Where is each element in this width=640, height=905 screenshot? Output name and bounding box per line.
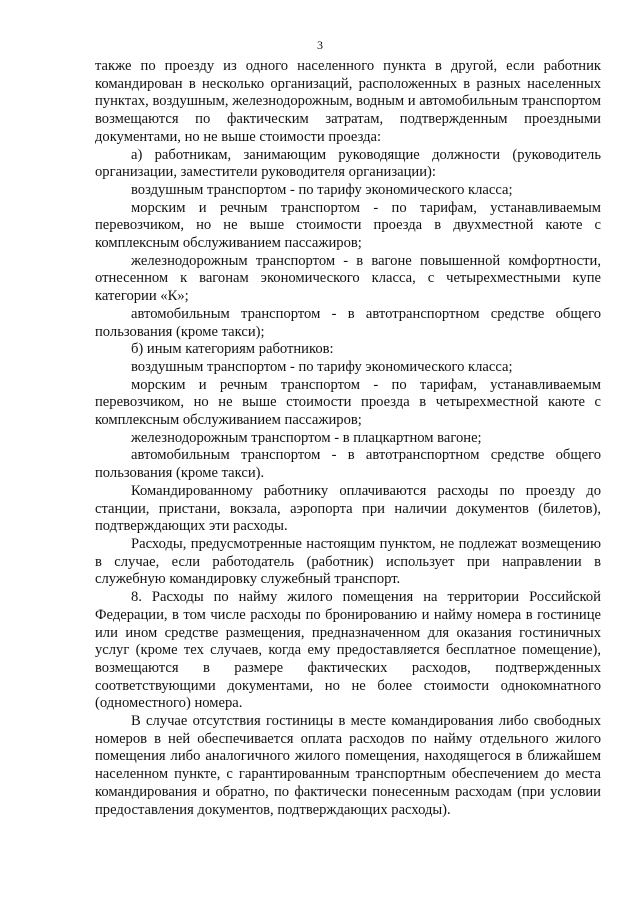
paragraph: 8. Расходы по найму жилого помещения на территории Российской Федерации, в том числе расходы по бронированию и найму номера в гостинице или ином средстве размещения, предназначенном для оказания гостиничных услуг (кроме тех случаев, когда ему предоставляется бесплатное помещение), возмещаются в размере фактических расходов, подтвержденных соответствующими документами, но не более стоимости однокомнатного (одноместного) номера. — [95, 589, 601, 712]
paragraph: автомобильным транспортом - в автотранспортном средстве общего пользования (кроме такси). — [95, 447, 601, 482]
document-body — [95, 58, 601, 819]
page-number: 3 — [317, 38, 323, 52]
paragraph: морским и речным транспортом - по тарифам, устанавливаемым перевозчиком, но не выше стоимости проезда в двухместной каюте с комплексным обслуживанием пассажиров; — [95, 199, 601, 252]
paragraph: также по проезду из одного населенного пункта в другой, если работник командирован в несколько организаций, расположенных в разных населенных пунктах, воздушным, железнодорожным, водным и автомобильным транспортом возмещаются по фактическим затратам, подтвержденным проездными документами, но не выше стоимости проезда: — [95, 58, 601, 145]
paragraph: железнодорожным транспортом - в плацкартном вагоне; — [131, 429, 482, 446]
paragraph: морским и речным транспортом - по тарифам, устанавливаемым перевозчиком, но не выше стоимости проезда в четырехместной каюте с комплексным обслуживанием пассажиров; — [95, 376, 601, 429]
paragraph: воздушным транспортом - по тарифу экономического класса; — [131, 181, 513, 198]
paragraph: б) иным категориям работников: — [131, 341, 334, 358]
paragraph: Расходы, предусмотренные настоящим пунктом, не подлежат возмещению в случае, если работодатель (работник) использует при направлении в служебную командировку служебный транспорт. — [95, 535, 601, 588]
paragraph: В случае отсутствия гостиницы в месте командирования либо свободных номеров в ней обеспечивается оплата расходов по найму отдельного жилого помещения либо аналогичного жилого помещения, находящегося в ближайшем населенном пункте, с гарантированным транспортным обеспечением до места командирования и обратно, по фактически понесенным расходам (при условии предоставления документов, подтверждающих расходы). — [95, 713, 601, 818]
paragraph: а) работникам, занимающим руководящие должности (руководитель организации, заместители руководителя организации): — [95, 146, 601, 181]
paragraph: Командированному работнику оплачиваются расходы по проезду до станции, пристани, вокзала, аэропорта при наличии документов (билетов), подтверждающих эти расходы. — [95, 482, 601, 535]
paragraph: воздушным транспортом - по тарифу экономического класса; — [131, 358, 513, 375]
paragraph: автомобильным транспортом - в автотранспортном средстве общего пользования (кроме такси); — [95, 305, 601, 340]
paragraph: железнодорожным транспортом - в вагоне повышенной комфортности, отнесенном к вагонам экономического класса, с четырехместными купе категории «К»; — [95, 252, 601, 305]
